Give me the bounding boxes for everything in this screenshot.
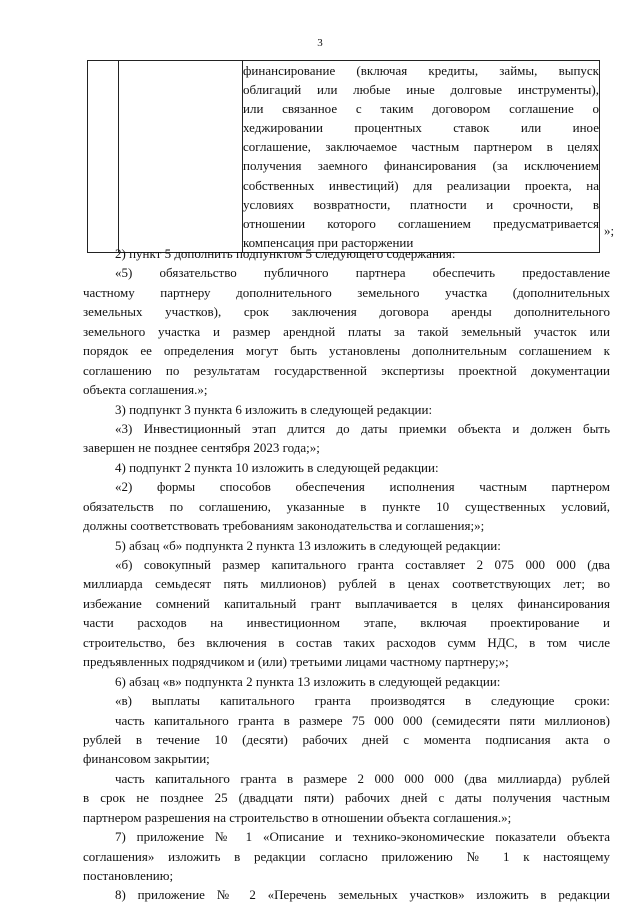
text-line: миллиарда семьдесят пять миллионов) рублей в ценах соответствующих лет; во: [83, 576, 610, 592]
text-line: частному партнеру дополнительного земельного участка (дополнительных: [83, 284, 610, 300]
text-line: постановлению;: [83, 868, 174, 883]
text-line: часть капитального гранта в размере 2 000 000 000 (два миллиарда) рублей: [115, 770, 610, 786]
text-line: «5) обязательство публичного партнера обеспечить предоставление: [115, 265, 610, 281]
text-line: 7) приложение № 1 «Описание и технико-экономические показатели объекта: [115, 829, 610, 845]
text-line: предъявленных подрядчиком и (или) третьими лицами частному партнеру;»;: [83, 654, 509, 670]
table-text-line: хеджировании процентных ставок или иное: [243, 120, 599, 136]
text-line: финансовом закрытии;: [83, 751, 210, 767]
text-line: часть капитального гранта в размере 75 000 000 (семидесяти пяти миллионов): [115, 712, 610, 728]
text-line: «3) Инвестиционный этап длится до даты приемки объекта и должен быть: [115, 420, 610, 436]
table-text-line: соглашение, заключаемое частным партнером в целях: [243, 139, 599, 155]
text-line: 6) абзац «в» подпункта 2 пункта 13 изложить в следующей редакции:: [115, 673, 501, 689]
table-text-line: или связанное с таким договором соглашение о: [243, 101, 599, 117]
table-text-line: финансирование (включая кредиты, займы, выпуск: [243, 63, 599, 78]
text-line: 2) пункт 5 дополнить подпунктом 5 следующего содержания:: [115, 246, 456, 261]
table-cell-term: [119, 61, 243, 253]
text-line: «в) выплаты капитального гранта производятся в следующие сроки:: [115, 693, 610, 709]
text-line: строительство, без включения в состав таких расходов сумм НДС, в том числе: [83, 634, 610, 650]
text-line: 8) приложение № 2 «Перечень земельных участков» изложить в редакции: [115, 887, 610, 903]
table-text-line: компенсация при расторжении: [243, 234, 414, 250]
definition-table: [87, 60, 600, 253]
text-line: земельного участка и размер арендной платы за такой земельный участок или: [83, 323, 610, 339]
text-line: земельных участков), срок заключения договора аренды дополнительного: [83, 304, 610, 320]
text-line: «2) формы способов обеспечения исполнения частным партнером: [115, 479, 610, 495]
text-line: 4) подпункт 2 пункта 10 изложить в следующей редакции:: [115, 459, 439, 475]
table-text-line: собственных инвестиций) для реализации проекта, на: [243, 177, 599, 193]
table-text-line: условиях возвратности, платности и срочности, в: [243, 196, 599, 212]
table-text-line: облигаций или любые иные долговые инструменты),: [243, 82, 599, 98]
table-closing-mark: »;: [604, 223, 615, 238]
text-line: 5) абзац «б» подпункта 2 пункта 13 изложить в следующей редакции:: [115, 537, 501, 553]
text-line: объекта соглашения.»;: [83, 382, 208, 398]
table-text-line: получения заемного финансирования (за исключением: [243, 158, 599, 174]
text-line: завершен не позднее сентября 2023 года;»;: [83, 440, 320, 456]
text-line: избежание сомнений капитальный грант выплачивается в целях финансирования: [83, 595, 610, 611]
text-line: должны соответствовать требованиям законодательства и соглашения;»;: [83, 518, 485, 534]
text-line: порядок ее определения могут быть установлены дополнительным соглашением к: [83, 343, 610, 359]
text-line: рублей в течение 10 (десяти) рабочих дней с момента подписания акта о: [83, 731, 610, 747]
text-line: в срок не позднее 25 (двадцати пяти) рабочих дней с даты получения частным: [83, 790, 610, 806]
table-cell-number: [88, 61, 119, 253]
text-line: обязательств по соглашению, указанные в пункте 10 существенных условий,: [83, 498, 610, 514]
document-body: [83, 244, 610, 905]
text-line: «б) совокупный размер капитального гранта составляет 2 075 000 000 (два: [115, 557, 610, 572]
table-text-line: отношении которого соглашением предусматривается: [243, 215, 599, 231]
text-line: 3) подпункт 3 пункта 6 изложить в следующей редакции:: [115, 401, 433, 417]
text-line: соглашения» изложить в редакции согласно приложению № 1 к настоящему: [83, 848, 610, 864]
page-number: 3: [317, 37, 323, 49]
text-line: партнером разрешения на строительство в отношении объекта соглашения.»;: [83, 809, 512, 825]
text-line: части расходов на инвестиционном этапе, включая проектирование и: [83, 615, 610, 631]
text-line: соглашению по результатам государственной экспертизы проектной документации: [83, 362, 610, 378]
table-cell-definition: [243, 61, 600, 253]
table-row: [88, 61, 600, 253]
